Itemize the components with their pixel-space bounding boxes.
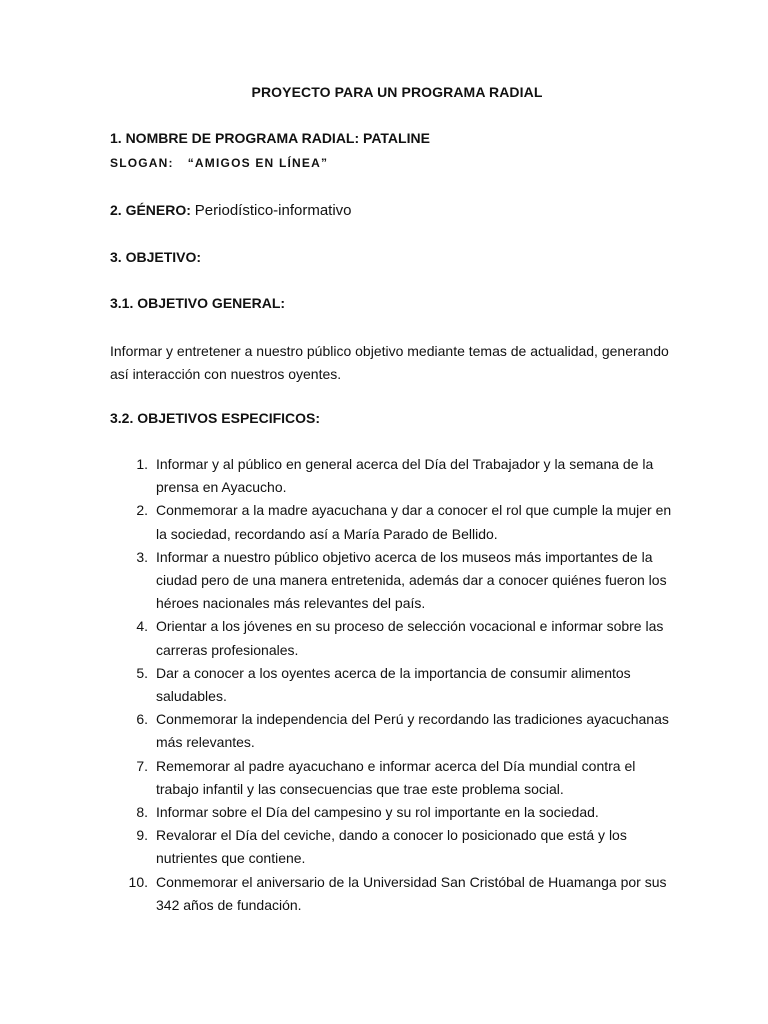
list-item-line: saludables. xyxy=(156,688,227,705)
list-item-number: 4. xyxy=(136,618,148,635)
section-2-line xyxy=(110,202,352,219)
section-3-2-heading: 3.2. OBJETIVOS ESPECIFICOS: xyxy=(110,410,321,426)
list-item-line: ciudad pero de una manera entretenida, además dar a conocer quiénes fueron los xyxy=(156,572,667,589)
list-item xyxy=(110,824,730,870)
list-item xyxy=(110,546,730,616)
list-item xyxy=(110,499,730,545)
list-item-line: Conmemorar el aniversario de la Universidad San Cristóbal de Huamanga por sus xyxy=(156,873,667,890)
list-item-line: Conmemorar a la madre ayacuchana y dar a conocer el rol que cumple la mujer en xyxy=(156,502,672,519)
list-item-number: 8. xyxy=(136,804,148,821)
section-2-value: Periodístico-informativo xyxy=(194,202,352,219)
list-item-text xyxy=(156,755,730,801)
list-item-text xyxy=(156,824,730,870)
list-item-line: trabajo infantil y las consecuencias que trae este problema social. xyxy=(156,780,564,797)
list-item-text xyxy=(156,453,730,499)
list-item-line: Conmemorar la independencia del Perú y recordando las tradiciones ayacuchanas xyxy=(156,711,669,728)
list-item-text xyxy=(156,499,730,545)
list-item-number: 3. xyxy=(136,548,148,565)
section-3-1-heading: 3.1. OBJETIVO GENERAL: xyxy=(110,295,286,311)
list-item-number: 9. xyxy=(136,827,148,844)
paragraph-line: Informar y entretener a nuestro público objetivo mediante temas de actualidad, generando xyxy=(110,343,669,359)
list-item xyxy=(110,615,730,661)
list-item-line: carreras profesionales. xyxy=(156,641,299,658)
list-item xyxy=(110,755,730,801)
list-item-text xyxy=(156,708,730,754)
list-item-line: la sociedad, recordando así a María Parado de Bellido. xyxy=(156,525,498,542)
list-item-line: 342 años de fundación. xyxy=(156,896,302,913)
list-item-line: Informar sobre el Día del campesino y su rol importante en la sociedad. xyxy=(156,804,599,821)
section-3-heading: 3. OBJETIVO: xyxy=(110,249,202,265)
section-1-heading: 1. NOMBRE DE PROGRAMA RADIAL: PATALINE xyxy=(110,130,430,146)
list-item-line: Orientar a los jóvenes en su proceso de selección vocacional e informar sobre las xyxy=(156,618,664,635)
section-2-label: 2. GÉNERO: xyxy=(110,202,191,218)
list-item-text xyxy=(156,801,730,824)
list-item-text xyxy=(156,615,730,661)
slogan-label: SLOGAN: xyxy=(110,156,174,170)
list-item-line: Informar a nuestro público objetivo acerca de los museos más importantes de la xyxy=(156,548,653,565)
list-item-number: 10. xyxy=(128,873,148,890)
list-item-line: héroes nacionales más relevantes del país. xyxy=(156,595,426,612)
list-item-line: prensa en Ayacucho. xyxy=(156,479,287,496)
list-item-line: Dar a conocer a los oyentes acerca de la importancia de consumir alimentos xyxy=(156,664,631,681)
list-item-number: 6. xyxy=(136,711,148,728)
list-item-line: más relevantes. xyxy=(156,734,255,751)
list-item xyxy=(110,453,730,499)
list-item xyxy=(110,871,730,917)
list-item-text xyxy=(156,662,730,708)
paragraph-line: así interacción con nuestros oyentes. xyxy=(110,366,342,382)
specific-objectives-list xyxy=(110,453,730,917)
list-item-line: nutrientes que contiene. xyxy=(156,850,306,867)
list-item-text xyxy=(156,871,730,917)
slogan-line xyxy=(110,156,328,170)
list-item-line: Informar y al público en general acerca del Día del Trabajador y la semana de la xyxy=(156,456,654,472)
slogan-value: “AMIGOS EN LÍNEA” xyxy=(187,156,329,170)
list-item-text xyxy=(156,546,730,616)
list-item xyxy=(110,708,730,754)
list-item-line: Rememorar al padre ayacuchano e informar acerca del Día mundial contra el xyxy=(156,757,636,774)
list-item-line: Revalorar el Día del ceviche, dando a conocer lo posicionado que está y los xyxy=(156,827,627,844)
list-item-number: 1. xyxy=(136,456,148,472)
general-objective-paragraph xyxy=(110,340,710,386)
list-item-number: 7. xyxy=(136,757,148,774)
list-item xyxy=(110,662,730,708)
list-item xyxy=(110,801,730,824)
list-item-number: 5. xyxy=(136,664,148,681)
document-title: PROYECTO PARA UN PROGRAMA RADIAL xyxy=(251,84,543,100)
list-item-number: 2. xyxy=(136,502,148,519)
